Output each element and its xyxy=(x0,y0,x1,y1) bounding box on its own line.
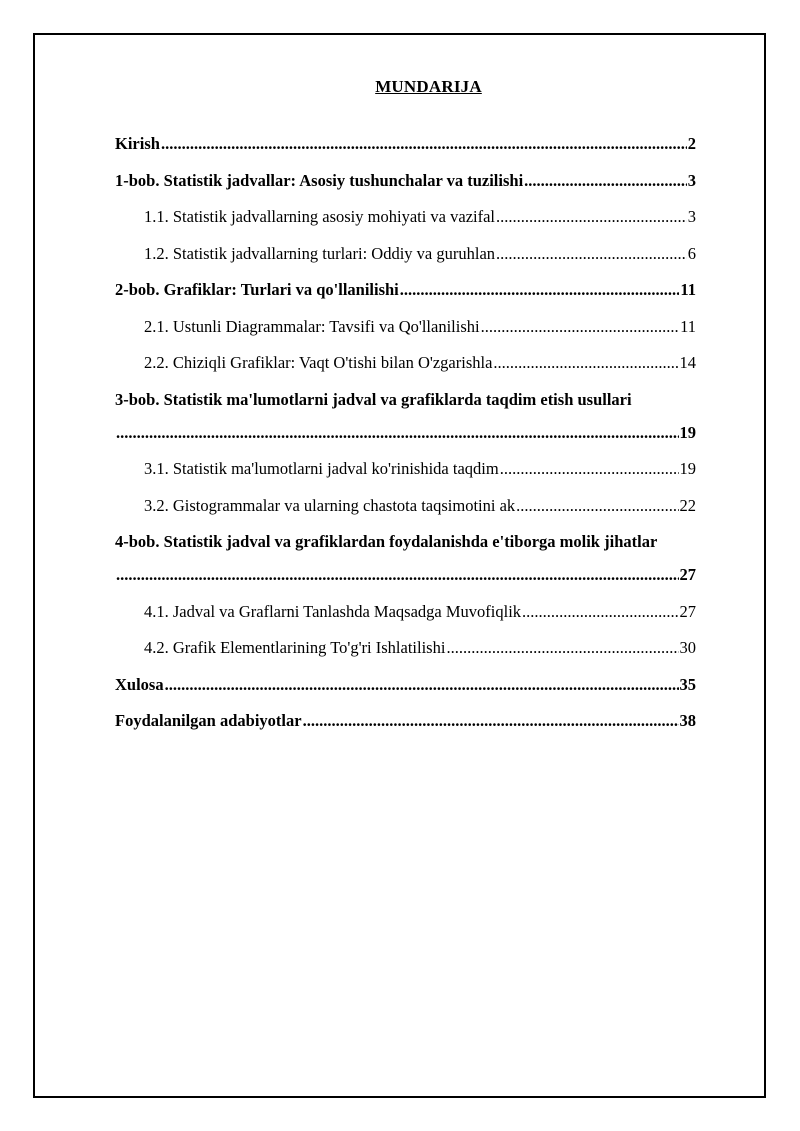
toc-entry-label: 4.1. Jadval va Graflarni Tanlashda Maqsadga Muvofiqlik xyxy=(144,601,522,621)
toc-entry-section-3-2[interactable] xyxy=(115,495,696,517)
dot-leader xyxy=(516,495,678,517)
toc-entry-page: 38 xyxy=(679,711,696,730)
toc-entry-section-2-1[interactable] xyxy=(115,316,696,338)
toc-entry-label: 4.2. Grafik Elementlarining To'g'ri Ishlatilishi xyxy=(144,638,446,657)
toc-entry-page: 2 xyxy=(687,134,696,153)
toc-entry-label: 1-bob. Statistik jadvallar: Asosiy tushunchalar va tuzilishi xyxy=(115,170,524,190)
toc-entry-page: 27 xyxy=(679,565,696,584)
toc-entry-section-3-1[interactable] xyxy=(115,458,696,480)
toc-entry-label: 2.2. Chiziqli Grafiklar: Vaqt O'tishi bilan O'zgarishla xyxy=(144,353,493,372)
toc-entry-chapter-4[interactable] xyxy=(115,531,696,586)
toc-entry-page: 3 xyxy=(687,170,696,190)
toc-entry-page: 6 xyxy=(687,243,696,263)
toc-entry-introduction[interactable] xyxy=(115,133,696,155)
dot-leader xyxy=(161,133,687,155)
toc-entry-chapter-2[interactable] xyxy=(115,279,696,301)
toc-entry-label: 3.2. Gistogrammalar va ularning chastota taqsimotini ak xyxy=(144,495,516,515)
toc-entry-label: 1.2. Statistik jadvallarning turlari: Oddiy va guruhlan xyxy=(144,243,496,263)
dot-leader xyxy=(496,243,687,265)
toc-entry-label: Kirish xyxy=(115,134,160,153)
table-of-contents xyxy=(115,133,696,747)
page-title: MUNDARIJA xyxy=(375,77,482,96)
dot-leader xyxy=(496,206,687,228)
dot-leader xyxy=(303,710,679,732)
dot-leader xyxy=(116,564,679,586)
toc-entry-page: 3 xyxy=(687,207,696,226)
dot-leader xyxy=(116,422,679,444)
toc-entry-section-4-2[interactable] xyxy=(115,637,696,659)
toc-entry-label: Xulosa xyxy=(115,674,164,694)
toc-entry-section-1-1[interactable] xyxy=(115,206,696,228)
toc-entry-label: 1.1. Statistik jadvallarning asosiy mohiyati va vazifal xyxy=(144,207,496,226)
toc-entry-page: 35 xyxy=(679,674,696,694)
dot-leader xyxy=(524,170,687,192)
toc-entry-label: 2.1. Ustunli Diagrammalar: Tavsifi va Qo'llanilishi xyxy=(144,316,480,336)
toc-entry-page: 14 xyxy=(679,353,696,372)
toc-entry-references[interactable] xyxy=(115,710,696,732)
toc-entry-chapter-3[interactable] xyxy=(115,389,696,444)
dot-leader xyxy=(493,352,678,374)
toc-entry-page: 30 xyxy=(679,638,696,657)
toc-entry-page: 19 xyxy=(679,459,696,478)
toc-entry-label: 3-bob. Statistik ma'lumotlarni jadval va grafiklarda taqdim etish usullari xyxy=(115,389,632,409)
dot-leader xyxy=(522,601,678,623)
toc-entry-section-1-2[interactable] xyxy=(115,243,696,265)
toc-entry-label: 4-bob. Statistik jadval va grafiklardan foydalanishda e'tiborga molik jihatlar xyxy=(115,532,658,551)
toc-entry-chapter-1[interactable] xyxy=(115,170,696,192)
dot-leader xyxy=(400,279,680,301)
toc-entry-page: 11 xyxy=(680,316,696,336)
toc-entry-label: Foydalanilgan adabiyotlar xyxy=(115,711,302,730)
toc-entry-conclusion[interactable] xyxy=(115,674,696,696)
toc-entry-page: 11 xyxy=(680,280,696,299)
dot-leader xyxy=(500,458,679,480)
toc-entry-section-2-2[interactable] xyxy=(115,352,696,374)
dot-leader xyxy=(165,674,679,696)
toc-entry-page: 27 xyxy=(679,601,696,621)
toc-entry-label: 2-bob. Grafiklar: Turlari va qo'llanilishi xyxy=(115,280,399,299)
toc-entry-page: 19 xyxy=(679,422,696,442)
dot-leader xyxy=(481,316,680,338)
toc-entry-section-4-1[interactable] xyxy=(115,601,696,623)
toc-entry-page: 22 xyxy=(679,495,696,515)
dot-leader xyxy=(446,637,678,659)
toc-entry-label: 3.1. Statistik ma'lumotlarni jadval ko'rinishida taqdim xyxy=(144,459,499,478)
